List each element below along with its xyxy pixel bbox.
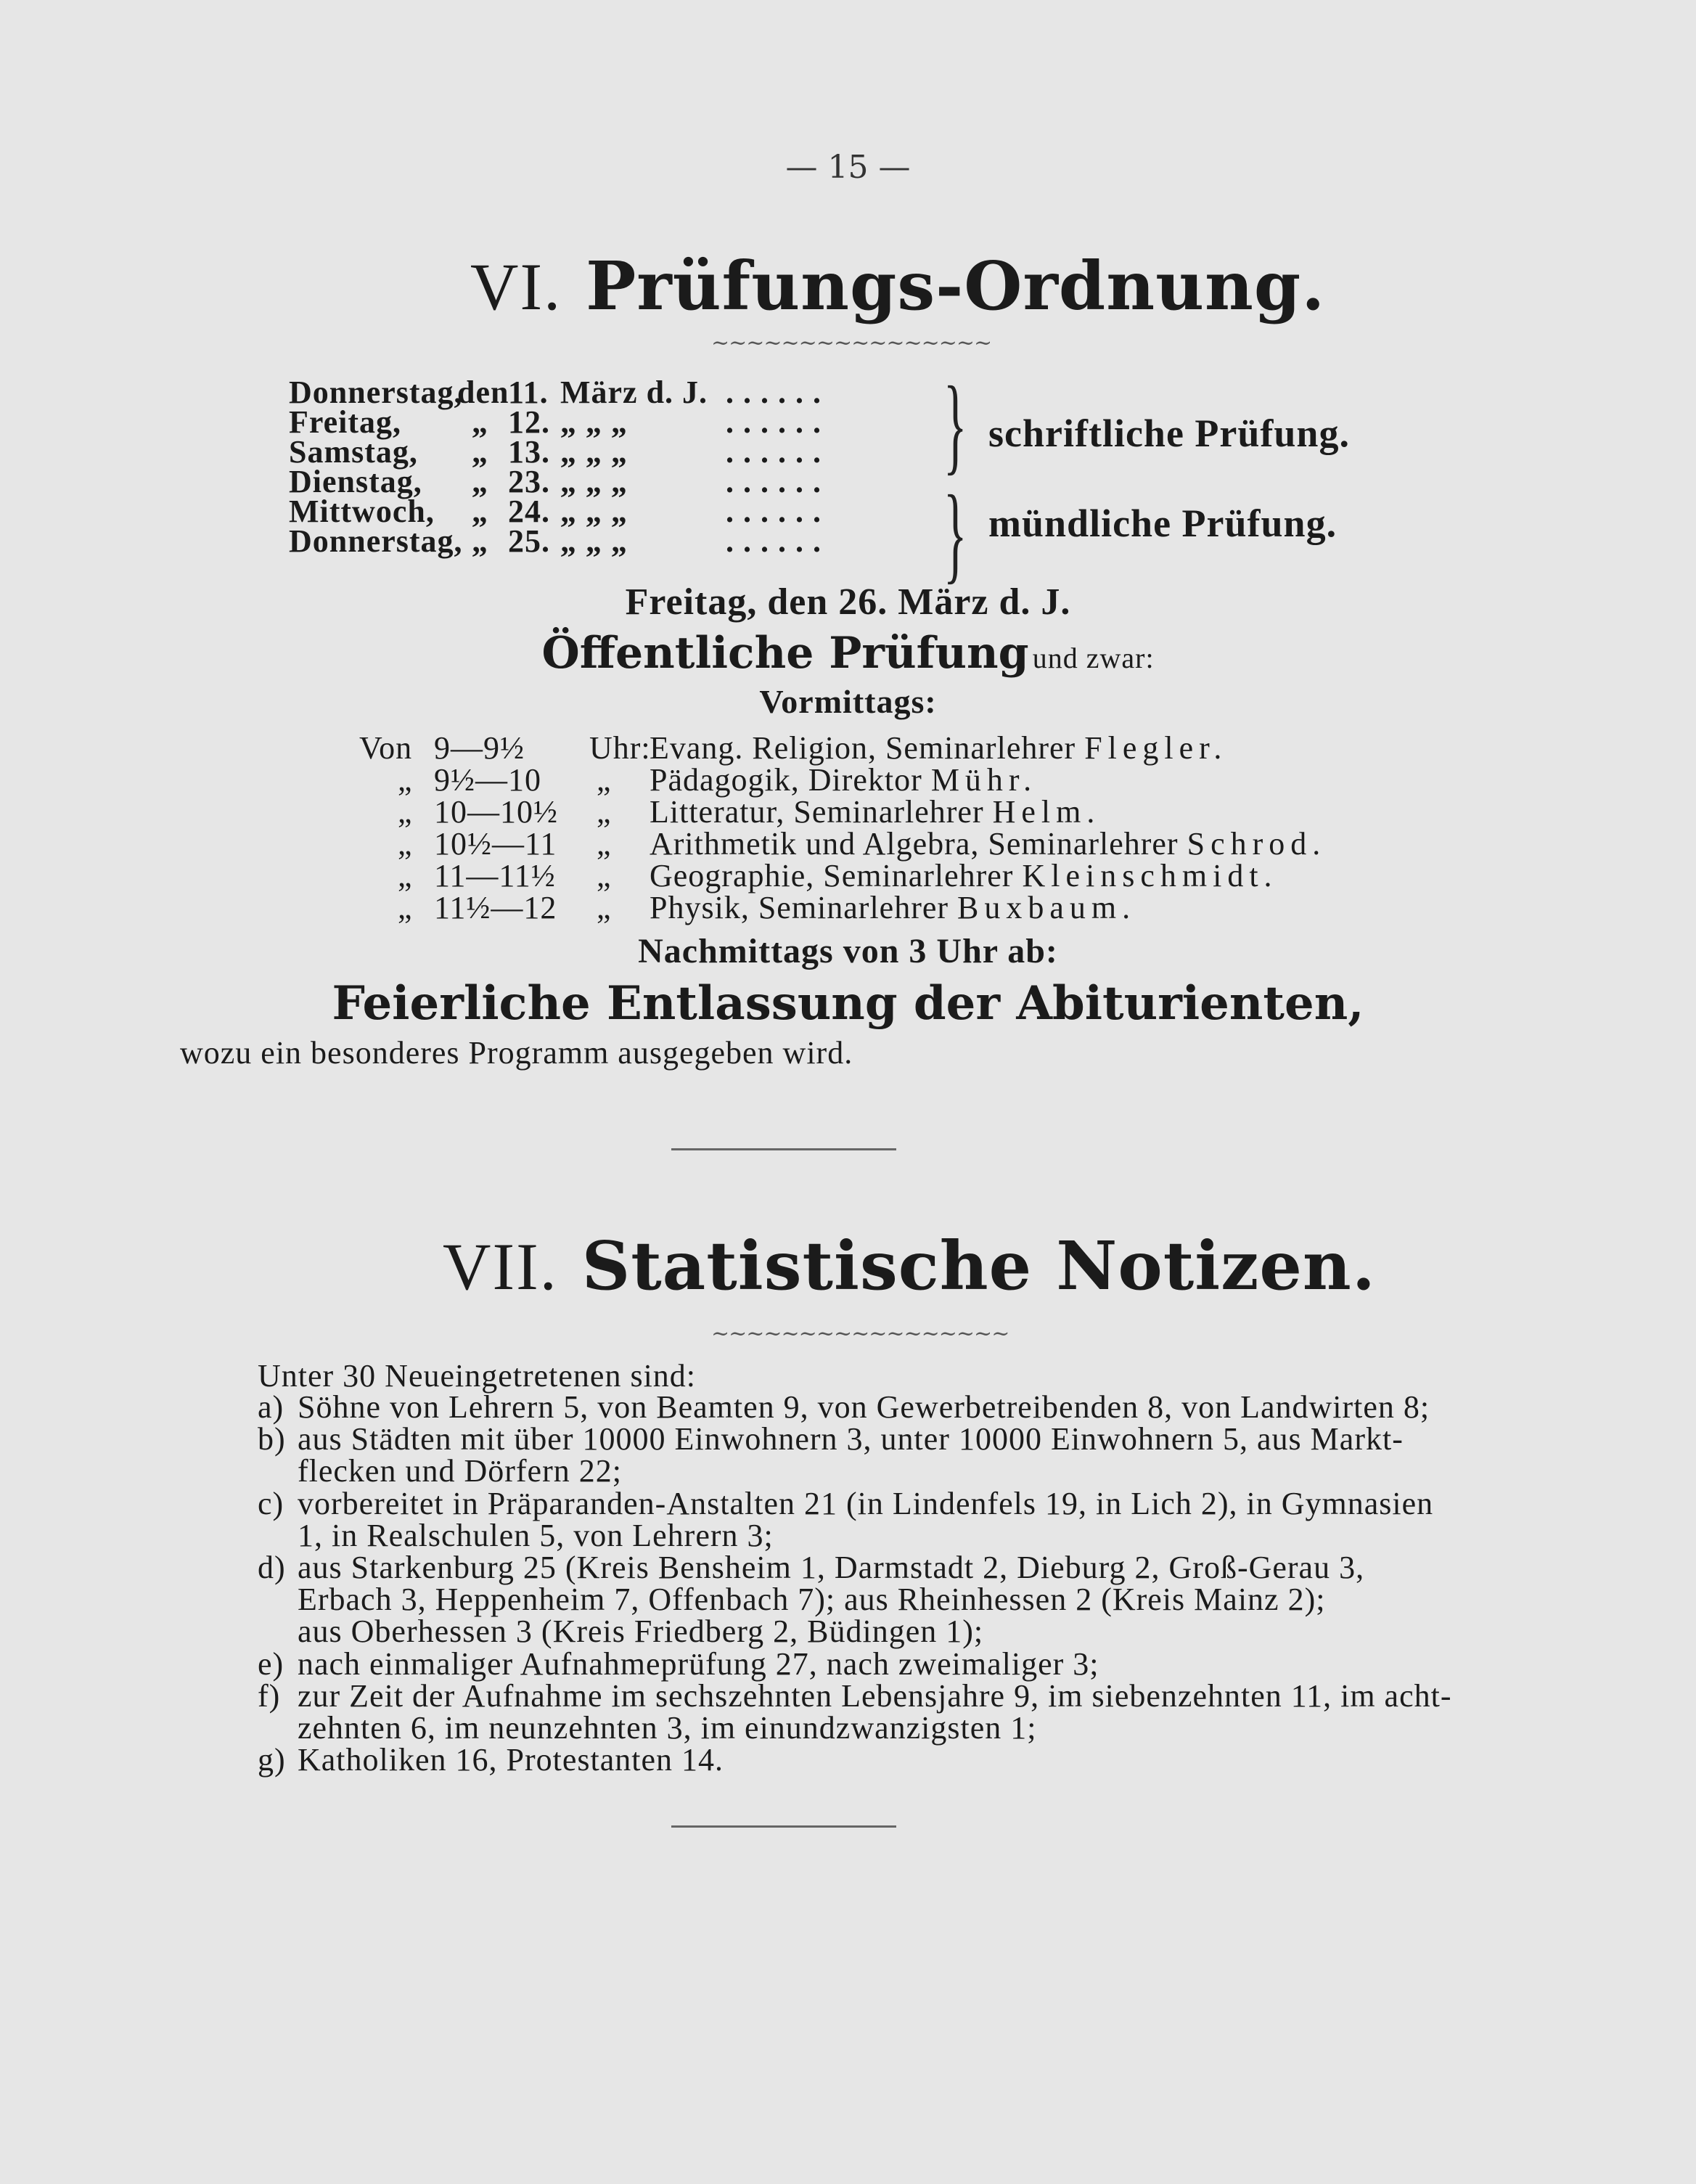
morning-label: Vormittags: — [759, 683, 937, 720]
lesson-uhr: „ — [597, 762, 612, 798]
stat-line: flecken und Dörfern 22; — [298, 1453, 622, 1489]
lesson-subject: Pädagogik, Direktor Mühr. — [650, 762, 1038, 798]
schedule-dots: . . . . . . — [726, 523, 822, 559]
schedule-den: den — [457, 375, 509, 410]
lesson-subject: Physik, Seminarlehrer Buxbaum. — [650, 890, 1136, 925]
section-7-title: Statistische Notizen. — [581, 1227, 1376, 1305]
public-exam-heading — [0, 628, 1696, 679]
lesson-uhr: „ — [597, 794, 612, 830]
lesson-uhr: „ — [597, 858, 612, 893]
oral-exam-label: mündliche Prüfung. — [988, 502, 1337, 545]
brace-oral: } — [943, 473, 967, 594]
lesson-time: 9—9½ — [434, 730, 525, 766]
stat-label: a) — [258, 1389, 284, 1425]
stat-label: e) — [258, 1645, 284, 1682]
schedule-month: März d. J. — [560, 375, 708, 410]
schedule-day: Dienstag, — [289, 464, 422, 499]
schedule-day: Donnerstag, — [289, 523, 463, 559]
section-7-ornament: ~~~~~~~~~~~~~~~~~ — [711, 1321, 1009, 1346]
schedule-dots: . . . . . . — [726, 375, 822, 410]
lesson-prefix: „ — [398, 858, 413, 893]
section-7-heading — [443, 1227, 1376, 1305]
schedule-den: „ — [472, 404, 488, 440]
lesson-time: 9½—10 — [434, 762, 541, 798]
lesson-time: 10½—11 — [434, 826, 557, 862]
schedule-dots: . . . . . . — [726, 464, 822, 499]
stat-line: Erbach 3, Heppenheim 7, Offenbach 7); aus Rheinhessen 2 (Kreis Mainz 2); — [298, 1582, 1326, 1618]
public-exam-date: Freitag, den 26. März d. J. — [625, 581, 1071, 623]
stat-label: b) — [258, 1421, 286, 1457]
stat-line: Söhne von Lehrern 5, von Beamten 9, von Gewerbetreibenden 8, von Landwirten 8; — [298, 1389, 1430, 1425]
lesson-teacher: Mühr. — [930, 762, 1038, 798]
schedule-date: 25. — [508, 523, 550, 559]
stats-intro: Unter 30 Neueingetretenen sind: — [258, 1358, 697, 1394]
schedule-month: „ „ „ — [560, 494, 628, 529]
lesson-time: 11½—12 — [434, 890, 557, 925]
public-exam-suffix: und zwar: — [1032, 642, 1155, 674]
schedule-date: 24. — [508, 494, 550, 529]
ceremony-heading: Feierliche Entlassung der Abiturienten, — [332, 976, 1364, 1031]
stat-line: aus Starkenburg 25 (Kreis Bensheim 1, Darmstadt 2, Dieburg 2, Groß-Gerau 3, — [298, 1550, 1365, 1585]
lesson-uhr: „ — [597, 890, 612, 925]
stat-label: f) — [258, 1677, 281, 1714]
section-6-title: Prüfungs-Ordnung. — [586, 247, 1326, 325]
section-6-heading — [470, 247, 1325, 325]
stat-line: aus Städten mit über 10000 Einwohnern 3, unter 10000 Einwohnern 5, aus Markt- — [298, 1421, 1404, 1457]
divider-rule-1 — [671, 1148, 896, 1150]
lesson-teacher: Flegler. — [1084, 730, 1228, 766]
divider-rule-2 — [671, 1825, 896, 1828]
lesson-teacher: Kleinschmidt. — [1022, 858, 1278, 893]
schedule-day: Freitag, — [289, 404, 402, 440]
lesson-time: 11—11½ — [434, 858, 556, 893]
schedule-dots: . . . . . . — [726, 434, 822, 470]
ceremony-note: wozu ein besonderes Programm ausgegeben wird. — [180, 1035, 853, 1071]
stat-line: zehnten 6, im neunzehnten 3, im einundzwanzigsten 1; — [298, 1710, 1037, 1746]
schedule-den: „ — [472, 464, 488, 499]
stat-label: d) — [258, 1550, 286, 1585]
schedule-month: „ „ „ — [560, 434, 628, 470]
schedule-date: 12. — [508, 404, 550, 440]
schedule-month: „ „ „ — [560, 404, 628, 440]
written-exam-label: schriftliche Prüfung. — [988, 412, 1350, 455]
schedule-month: „ „ „ — [560, 464, 628, 499]
schedule-den: „ — [472, 523, 488, 559]
lesson-uhr: „ — [597, 826, 612, 862]
lesson-prefix: „ — [398, 762, 413, 798]
lesson-teacher: Helm. — [992, 794, 1101, 830]
lesson-teacher: Schrod. — [1187, 826, 1327, 862]
lesson-subject: Evang. Religion, Seminarlehrer Flegler. — [650, 730, 1228, 766]
schedule-den: „ — [472, 434, 488, 470]
lesson-prefix: Von — [359, 730, 413, 766]
schedule-day: Mittwoch, — [289, 494, 435, 529]
lesson-prefix: „ — [398, 890, 413, 925]
stat-line: vorbereitet in Präparanden-Anstalten 21 (in Lindenfels 19, in Lich 2), in Gymnasien — [298, 1485, 1434, 1521]
lesson-time: 10—10½ — [434, 794, 558, 830]
schedule-month: „ „ „ — [560, 523, 628, 559]
schedule-date: 11. — [508, 375, 549, 410]
stat-line: nach einmaliger Aufnahmeprüfung 27, nach zweimaliger 3; — [298, 1645, 1099, 1682]
lesson-prefix: „ — [398, 794, 413, 830]
lesson-teacher: Buxbaum. — [957, 890, 1136, 925]
stat-line: zur Zeit der Aufnahme im sechszehnten Lebensjahre 9, im siebenzehnten 11, im acht- — [298, 1677, 1452, 1714]
afternoon-label: Nachmittags von 3 Uhr ab: — [638, 932, 1058, 970]
schedule-day: Donnerstag, — [289, 375, 463, 410]
section-6-roman: VI. — [470, 250, 562, 324]
stat-line: 1, in Realschulen 5, von Lehrern 3; — [298, 1517, 774, 1553]
lesson-subject: Geographie, Seminarlehrer Kleinschmidt. — [650, 858, 1278, 893]
brace-written: } — [943, 364, 967, 485]
stat-line: aus Oberhessen 3 (Kreis Friedberg 2, Büdingen 1); — [298, 1614, 984, 1650]
section-7-roman: VII. — [443, 1230, 558, 1304]
schedule-date: 23. — [508, 464, 550, 499]
schedule-day: Samstag, — [289, 434, 418, 470]
lesson-subject: Arithmetik und Algebra, Seminarlehrer Schrod. — [650, 826, 1327, 862]
public-exam-title: Öffentliche Prüfung — [541, 628, 1029, 679]
schedule-den: „ — [472, 494, 488, 529]
lesson-uhr: Uhr: — [589, 730, 651, 766]
stat-line: Katholiken 16, Protestanten 14. — [298, 1742, 724, 1778]
page-number: — 15 — — [785, 149, 911, 186]
schedule-dots: . . . . . . — [726, 404, 822, 440]
lesson-subject: Litteratur, Seminarlehrer Helm. — [650, 794, 1101, 830]
lesson-prefix: „ — [398, 826, 413, 862]
stat-label: c) — [258, 1485, 284, 1521]
schedule-date: 13. — [508, 434, 550, 470]
stat-label: g) — [258, 1742, 286, 1778]
section-6-ornament: ~~~~~~~~~~~~~~~~ — [711, 330, 992, 356]
schedule-dots: . . . . . . — [726, 494, 822, 529]
